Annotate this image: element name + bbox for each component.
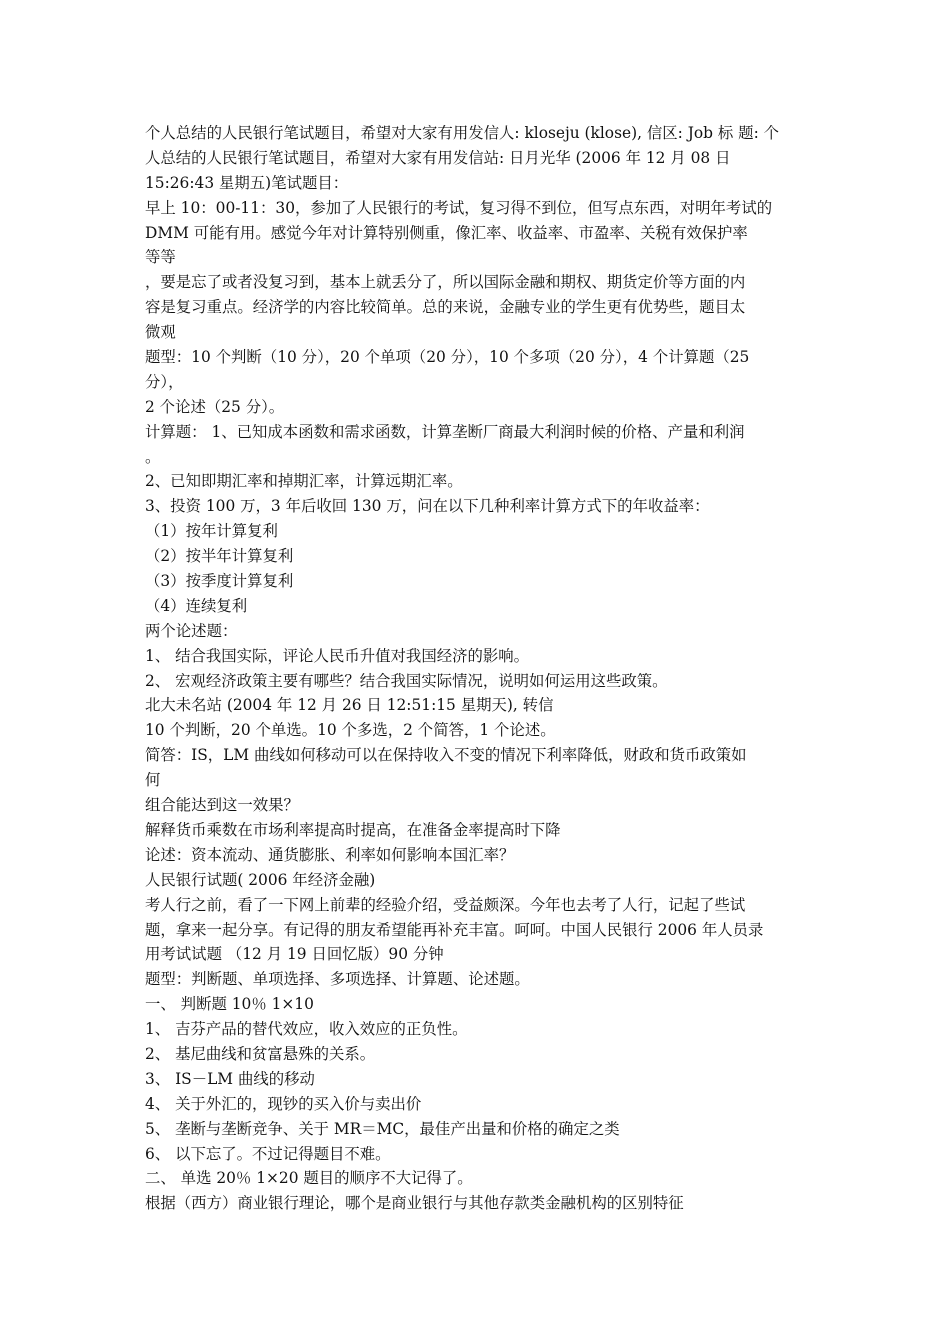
text-line: 10 个判断，20 个单选。10 个多选，2 个简答，1 个论述。 bbox=[145, 721, 556, 740]
text-line: 微观 bbox=[145, 323, 176, 342]
text-line: （2）按半年计算复利 bbox=[145, 547, 294, 566]
text-line: 人总结的人民银行笔试题目，希望对大家有用发信站: 日月光华 (2006 年 12 月 08 日 bbox=[145, 148, 731, 167]
text-line: 1、 结合我国实际，评论人民币升值对我国经济的影响。 bbox=[145, 646, 530, 665]
text-line: 计算题： 1、已知成本函数和需求函数，计算垄断厂商最大利润时候的价格、产量和利润 bbox=[145, 422, 745, 441]
text-line: 何 bbox=[145, 771, 161, 790]
text-line: （1）按年计算复利 bbox=[145, 522, 278, 541]
text-line: 简答：IS，LM 曲线如何移动可以在保持收入不变的情况下利率降低，财政和货币政策如 bbox=[145, 746, 747, 765]
text-line: 二、 单选 20％ 1×20 题目的顺序不大记得了。 bbox=[145, 1169, 473, 1188]
text-line: 1、 吉芬产品的替代效应，收入效应的正负性。 bbox=[145, 1020, 468, 1039]
text-line: 2 个论述（25 分）。 bbox=[145, 397, 285, 416]
text-line: 分）， bbox=[145, 372, 184, 391]
text-line: （4）连续复利 bbox=[145, 596, 248, 615]
text-line: 北大未名站 (2004 年 12 月 26 日 12:51:15 星期天), 转信 bbox=[145, 696, 554, 715]
text-line: 两个论述题： bbox=[145, 621, 238, 640]
text-line: DMM 可能有用。感觉今年对计算特别侧重，像汇率、收益率、市盈率、关税有效保护率 bbox=[145, 223, 748, 242]
text-line: ，要是忘了或者没复习到，基本上就丢分了，所以国际金融和期权、期货定价等方面的内 bbox=[145, 273, 746, 292]
text-line: 2、 宏观经济政策主要有哪些？结合我国实际情况，说明如何运用这些政策。 bbox=[145, 671, 668, 690]
text-line: 3、投资 100 万，3 年后收回 130 万，问在以下几种利率计算方式下的年收益率： bbox=[145, 497, 710, 516]
text-line: 15:26:43 星期五)笔试题目： bbox=[145, 173, 349, 192]
text-line: 人民银行试题( 2006 年经济金融) bbox=[145, 870, 376, 889]
text-line: 4、 关于外汇的，现钞的买入价与卖出价 bbox=[145, 1094, 422, 1113]
text-line: 题型：10 个判断（10 分），20 个单项（20 分），10 个多项（20 分），4 个计算题（25 bbox=[145, 348, 750, 367]
text-line: 题型：判断题、单项选择、多项选择、计算题、论述题。 bbox=[145, 970, 530, 989]
text-line: 用考试试题 （12 月 19 日回忆版）90 分钟 bbox=[145, 945, 444, 964]
text-line: 论述：资本流动、通货膨胀、利率如何影响本国汇率？ bbox=[145, 845, 515, 864]
text-line: 组合能达到这一效果？ bbox=[145, 796, 299, 815]
document-body bbox=[145, 121, 809, 1216]
text-line: 等等 bbox=[145, 248, 176, 267]
text-line: 。 bbox=[145, 447, 161, 466]
text-line: 5、 垄断与垄断竞争、关于 MR＝MC，最佳产出量和价格的确定之类 bbox=[145, 1119, 620, 1138]
text-line: 题，拿来一起分享。有记得的朋友希望能再补充丰富。呵呵。中国人民银行 2006 年人员录 bbox=[145, 920, 764, 939]
text-line: 2、已知即期汇率和掉期汇率，计算远期汇率。 bbox=[145, 472, 463, 491]
text-line: 容是复习重点。经济学的内容比较简单。总的来说，金融专业的学生更有优势些，题目太 bbox=[145, 298, 746, 317]
text-line: 2、 基尼曲线和贫富悬殊的关系。 bbox=[145, 1044, 376, 1063]
text-line: 个人总结的人民银行笔试题目，希望对大家有用发信人: kloseju (klose), 信区: Job 标 题: 个 bbox=[145, 124, 780, 142]
text-line: 解释货币乘数在市场利率提高时提高，在准备金率提高时下降 bbox=[145, 820, 561, 839]
text-line: 考人行之前，看了一下网上前辈的经验介绍，受益颇深。今年也去考了人行，记起了些试 bbox=[145, 895, 746, 914]
text-line: （3）按季度计算复利 bbox=[145, 572, 294, 591]
text-line: 一、 判断题 10％ 1×10 bbox=[145, 995, 314, 1014]
text-line: 根据（西方）商业银行理论，哪个是商业银行与其他存款类金融机构的区别特征 bbox=[145, 1194, 684, 1213]
text-line: 3、 IS－LM 曲线的移动 bbox=[145, 1069, 315, 1088]
text-line: 6、 以下忘了。不过记得题目不难。 bbox=[145, 1144, 391, 1163]
text-line: 早上 10：00-11：30，参加了人民银行的考试，复习得不到位，但写点东西，对明年考试的 bbox=[145, 198, 773, 217]
